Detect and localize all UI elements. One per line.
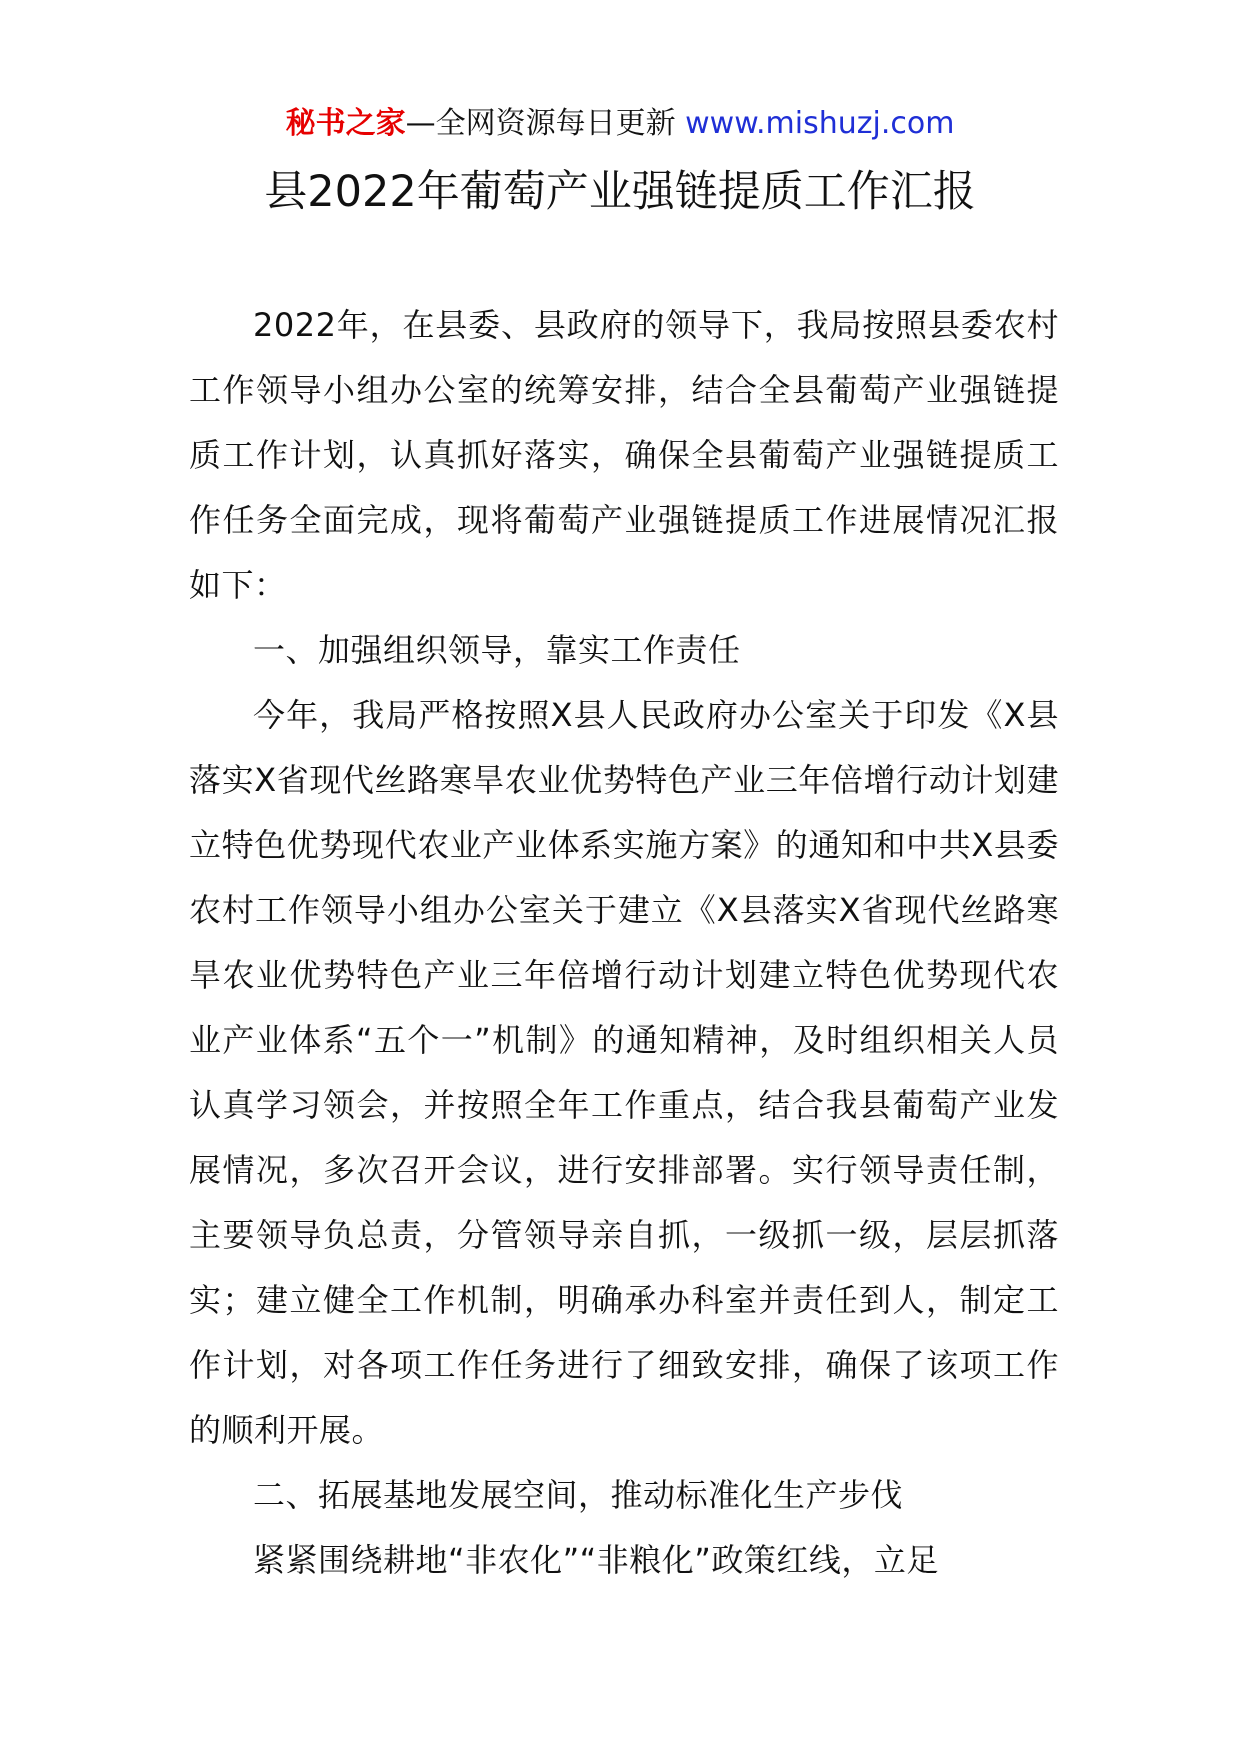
- intro-paragraph: 2022年，在县委、县政府的领导下，我局按照县委农村工作领导小组办公室的统筹安排，结合全县葡萄产业强链提质工作计划，认真抓好落实，确保全县葡萄产业强链提质工作任务全面完成，现将葡萄产业强链提质工作进展情况汇报如下：: [189, 306, 1059, 604]
- document-body: [189, 293, 1059, 1593]
- section-heading-2: 二、拓展基地发展空间，推动标准化生产步伐: [253, 1476, 904, 1514]
- document-title: 县2022年葡萄产业强链提质工作汇报: [264, 167, 976, 217]
- site-tagline: —全网资源每日更新: [405, 106, 676, 141]
- site-url-link[interactable]: www.mishuzj.com: [685, 106, 955, 141]
- site-header: [0, 100, 1240, 148]
- section-1-paragraph: 今年，我局严格按照X县人民政府办公室关于印发《X县落实X省现代丝路寒旱农业优势特色产业三年倍增行动计划建立特色优势现代农业产业体系实施方案》的通知和中共X县委农村工作领导小组办公室关于建立《X县落实X省现代丝路寒旱农业优势特色产业三年倍增行动计划建立特色优势现代农业产业体系“五个一”机制》的通知精神，及时组织相关人员认真学习领会，并按照全年工作重点，结合我县葡萄产业发展情况，多次召开会议，进行安排部署。实行领导责任制，主要领导负总责，分管领导亲自抓，一级抓一级，层层抓落实；建立健全工作机制，明确承办科室并责任到人，制定工作计划，对各项工作任务进行了细致安排，确保了该项工作的顺利开展。: [189, 696, 1059, 1449]
- site-brand: 秘书之家: [285, 106, 406, 141]
- section-heading-1: 一、加强组织领导，靠实工作责任: [253, 631, 741, 669]
- section-2-paragraph: 紧紧围绕耕地“非农化”“非粮化”政策红线，立足: [253, 1541, 939, 1579]
